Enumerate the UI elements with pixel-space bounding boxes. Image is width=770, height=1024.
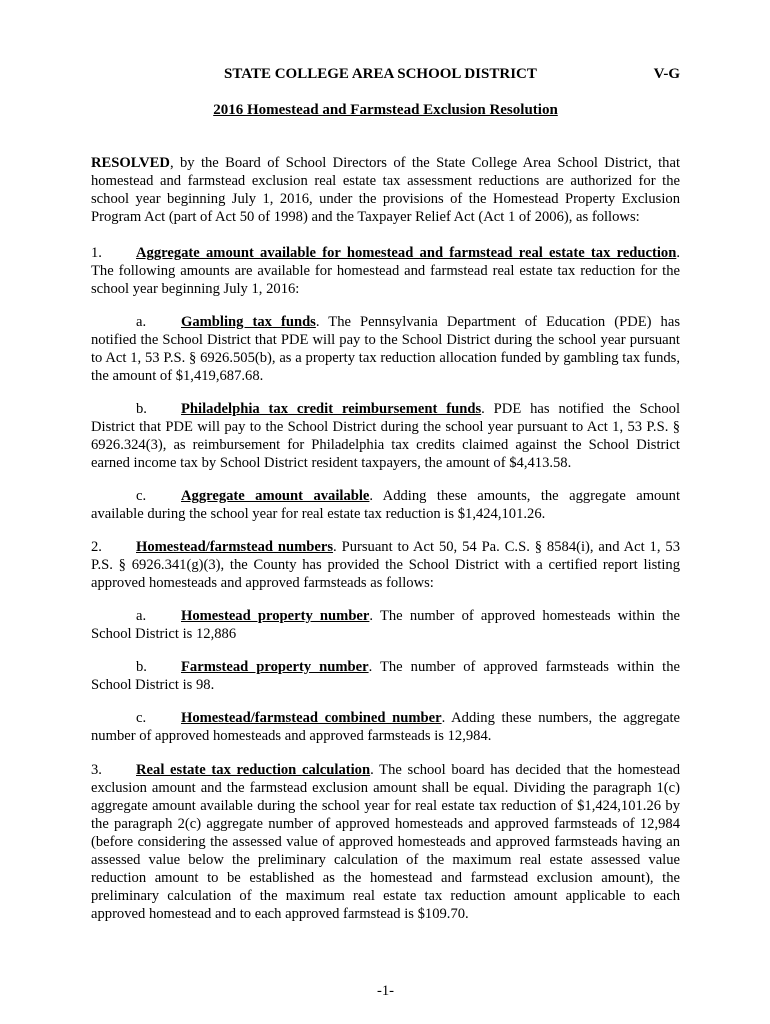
- item-heading: Philadelphia tax credit reimbursement funds: [181, 401, 482, 417]
- section-number: 2.: [91, 539, 102, 555]
- item-text: . The number of approved farmsteads within the School District is 98.: [91, 659, 680, 693]
- section-2c: [91, 709, 680, 745]
- item-heading: Farmstead property number: [181, 659, 369, 675]
- item-text: . The Pennsylvania Department of Education (PDE) has notified the School District that PDE will pay to the School District during the school year pursuant to Act 1, 53 P.S. § 6926.505(b), as a property tax reduction allocation funded by gambling tax funds, the amount of $1,419,687.68.: [91, 314, 680, 384]
- item-text: . The number of approved homesteads within the School District is 12,886: [91, 608, 680, 642]
- resolution-intro: [91, 154, 680, 226]
- section-1a: [91, 313, 680, 385]
- resolved-lead: RESOLVED: [91, 155, 170, 171]
- item-letter: c.: [136, 710, 147, 726]
- item-text: . PDE has notified the School District that PDE will pay to the School District during the school year pursuant to Act 1, 53 P.S. § 6926.324(3), as reimbursement for Philadelphia tax credits claimed against the School District earned income tax by School District resident taxpayers, the amount of $4,413.58.: [91, 401, 680, 471]
- section-2: [91, 538, 680, 592]
- item-letter: c.: [136, 488, 147, 504]
- section-heading: Aggregate amount available for homestead and farmstead real estate tax reduction: [136, 245, 677, 261]
- section-1b: [91, 400, 680, 472]
- section-number: 3.: [91, 762, 102, 778]
- section-1c: [91, 487, 680, 523]
- policy-code: V-G: [653, 66, 680, 82]
- item-letter: a.: [136, 608, 147, 624]
- item-heading: Homestead property number: [181, 608, 370, 624]
- section-2b: [91, 658, 680, 694]
- item-heading: Gambling tax funds: [181, 314, 316, 330]
- item-letter: b.: [136, 659, 147, 675]
- item-heading: Homestead/farmstead combined number: [181, 710, 442, 726]
- item-text: . Adding these numbers, the aggregate number of approved homesteads and approved farmsteads is 12,984.: [91, 710, 680, 744]
- section-number: 1.: [91, 245, 102, 261]
- district-title: STATE COLLEGE AREA SCHOOL DISTRICT: [224, 66, 537, 82]
- section-heading: Homestead/farmstead numbers: [136, 539, 334, 555]
- resolution-title: 2016 Homestead and Farmstead Exclusion Resolution: [213, 102, 558, 118]
- section-text: . The school board has decided that the homestead exclusion amount and the farmstead exclusion amount shall be equal. Dividing the paragraph 1(c) aggregate amount available during the school year for real estate tax reduction of $1,424,101.26 by the paragraph 2(c) aggregate number of approved homesteads and approved farmsteads of 12,984 (before considering the assessed value of approved homesteads and approved farmsteads having an assessed value below the preliminary calculation of the maximum real estate assessed value reduction amount to be established as the homestead and farmstead exclusion amount), the preliminary calculation of the maximum real estate tax reduction amount applicable to each approved homestead and to each approved farmstead is $109.70.: [91, 762, 681, 922]
- page-number: -1-: [376, 983, 395, 999]
- intro-text: , by the Board of School Directors of the State College Area School District, that homestead and farmstead exclusion real estate tax assessment reductions are authorized for the school year beginning July 1, 2016, under the provisions of the Homestead Property Exclusion Program Act (part of Act 50 of 1998) and the Taxpayer Relief Act (Act 1 of 2006), as follows:: [91, 155, 680, 225]
- item-text: . Adding these amounts, the aggregate amount available during the school year for real estate tax reduction is $1,424,101.26.: [91, 488, 681, 522]
- item-heading: Aggregate amount available: [181, 488, 370, 504]
- section-3: [91, 761, 680, 923]
- section-2a: [91, 607, 680, 643]
- section-text: . The following amounts are available for homestead and farmstead real estate tax reduction for the school year beginning July 1, 2016:: [91, 245, 680, 297]
- document-header: [91, 65, 680, 85]
- section-1: [91, 244, 680, 298]
- item-letter: b.: [136, 401, 147, 417]
- section-heading: Real estate tax reduction calculation: [136, 762, 371, 778]
- section-text: . Pursuant to Act 50, 54 Pa. C.S. § 8584(i), and Act 1, 53 P.S. § 6926.341(g)(3), the County has provided the School District with a certified report listing approved homesteads and approved farmsteads as follows:: [91, 539, 680, 591]
- item-letter: a.: [136, 314, 147, 330]
